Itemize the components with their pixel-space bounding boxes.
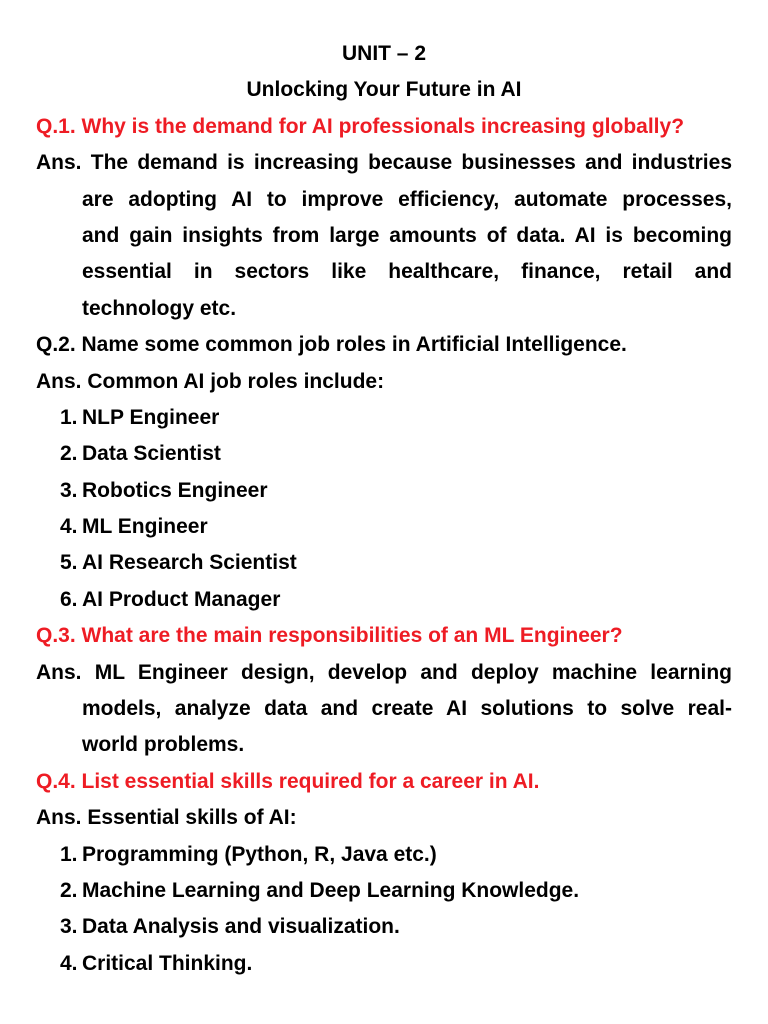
answer-1-line-1: Ans. The demand is increasing because businesses and industries [36, 151, 732, 175]
list-item [36, 400, 732, 436]
list-text: NLP Engineer [82, 405, 220, 429]
list-item [36, 545, 732, 581]
question-3: Q.3. What are the main responsibilities of an ML Engineer? [36, 624, 623, 648]
list-item [36, 582, 732, 618]
answer-3-line-3: world problems. [82, 733, 245, 757]
answer-1-line-4: essential in sectors like healthcare, finance, retail and [82, 260, 732, 284]
list-text: Machine Learning and Deep Learning Knowledge. [82, 878, 580, 902]
list-item [36, 436, 732, 472]
list-text: Programming (Python, R, Java etc.) [82, 842, 437, 866]
list-number: 2. [60, 442, 78, 466]
list-text: Critical Thinking. [82, 951, 253, 975]
answer-1-line-5: technology etc. [82, 296, 237, 320]
list-text: Data Scientist [82, 442, 221, 466]
list-text: ML Engineer [82, 515, 208, 539]
answer-1-line-2: are adopting AI to improve efficiency, automate processes, [82, 187, 732, 211]
answer-4-intro: Ans. Essential skills of AI: [36, 806, 297, 830]
list-text: AI Product Manager [82, 587, 281, 611]
document-subtitle: Unlocking Your Future in AI [246, 78, 522, 102]
list-number: 1. [60, 405, 78, 429]
list-item [36, 837, 732, 873]
answer-3-line-1: Ans. ML Engineer design, develop and deploy machine learning [36, 660, 732, 684]
list-number: 3. [60, 915, 78, 939]
list-number: 1. [60, 842, 78, 866]
question-2: Q.2. Name some common job roles in Artificial Intelligence. [36, 333, 627, 357]
unit-title: UNIT – 2 [341, 42, 427, 65]
answer-1-line-3: and gain insights from large amounts of data. AI is becoming [82, 223, 732, 247]
list-item [36, 909, 732, 945]
question-4: Q.4. List essential skills required for a career in AI. [36, 769, 540, 793]
list-item [36, 946, 732, 982]
question-1: Q.1. Why is the demand for AI professionals increasing globally? [36, 114, 685, 138]
list-number: 4. [60, 951, 78, 975]
list-item [36, 873, 732, 909]
list-number: 2. [60, 878, 78, 902]
list-number: 4. [60, 515, 78, 539]
list-number: 3. [60, 478, 78, 502]
list-text: Data Analysis and visualization. [82, 915, 400, 939]
list-number: 6. [60, 587, 78, 611]
list-item [36, 473, 732, 509]
list-number: 5. [60, 551, 78, 575]
list-item [36, 509, 732, 545]
answer-3-line-2: models, analyze data and create AI solutions to solve real- [82, 697, 732, 721]
answer-2-intro: Ans. Common AI job roles include: [36, 369, 385, 393]
list-text: Robotics Engineer [82, 478, 268, 502]
list-text: AI Research Scientist [82, 551, 297, 575]
